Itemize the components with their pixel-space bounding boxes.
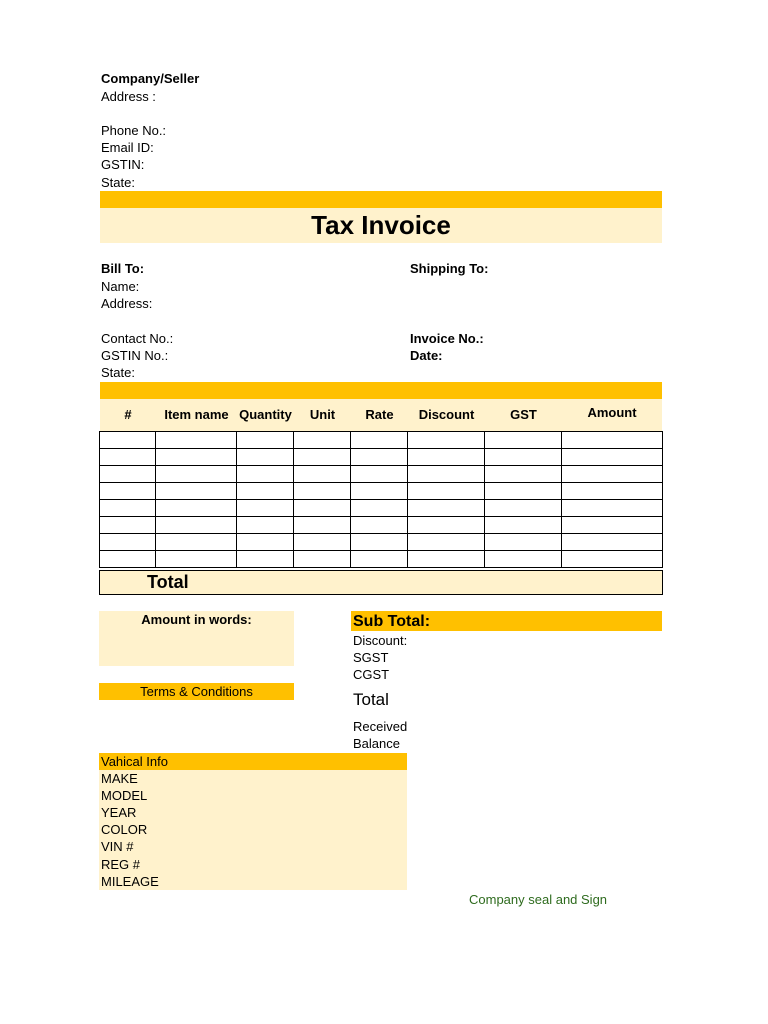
table-row: [100, 449, 663, 466]
table-cell[interactable]: [237, 500, 294, 517]
table-cell[interactable]: [408, 534, 485, 551]
table-cell[interactable]: [237, 483, 294, 500]
table-row: [100, 500, 663, 517]
table-cell[interactable]: [156, 483, 237, 500]
seller-gstin: GSTIN:: [101, 157, 145, 172]
table-cell[interactable]: [294, 466, 351, 483]
table-cell[interactable]: [408, 449, 485, 466]
summary-balance: Balance: [353, 736, 400, 751]
table-cell[interactable]: [408, 517, 485, 534]
company-seal-label: Company seal and Sign: [469, 892, 608, 907]
summary-received: Received: [353, 719, 408, 734]
table-row: [100, 551, 663, 568]
vehicle-field-make: MAKE: [101, 771, 138, 786]
table-cell[interactable]: [408, 483, 485, 500]
table-cell[interactable]: [237, 432, 294, 449]
table-cell[interactable]: [156, 517, 237, 534]
vehicle-field-reg: REG #: [101, 857, 141, 872]
table-cell[interactable]: [156, 500, 237, 517]
table-cell[interactable]: [100, 432, 156, 449]
table-cell[interactable]: [294, 432, 351, 449]
summary-discount: Discount:: [353, 633, 408, 648]
table-cell[interactable]: [294, 517, 351, 534]
table-cell[interactable]: [351, 466, 408, 483]
table-cell[interactable]: [562, 551, 663, 568]
table-cell[interactable]: [562, 534, 663, 551]
summary-cgst: CGST: [353, 667, 390, 682]
table-cell[interactable]: [408, 466, 485, 483]
table-row: [100, 534, 663, 551]
col-header-amount: Amount: [587, 405, 637, 420]
table-cell[interactable]: [100, 483, 156, 500]
subtotal-label: Sub Total:: [353, 613, 431, 630]
table-cell[interactable]: [408, 432, 485, 449]
vehicle-field-model: MODEL: [101, 788, 148, 803]
table-row: [100, 466, 663, 483]
table-cell[interactable]: [485, 432, 562, 449]
table-cell[interactable]: [351, 534, 408, 551]
table-cell[interactable]: [562, 517, 663, 534]
col-header-quantity: Quantity: [239, 407, 292, 422]
bill-to-name: Name:: [101, 279, 140, 294]
bill-to-heading: Bill To:: [101, 261, 145, 276]
seller-email: Email ID:: [101, 140, 154, 155]
bill-to-state: State:: [101, 365, 135, 380]
seller-address: Address :: [101, 89, 156, 104]
items-accent-bar: [100, 382, 662, 399]
col-header-unit: Unit: [309, 407, 336, 422]
table-cell[interactable]: [485, 534, 562, 551]
col-header-rate: Rate: [365, 407, 394, 422]
table-cell[interactable]: [485, 517, 562, 534]
invoice-date: Date:: [410, 348, 443, 363]
bill-to-contact: Contact No.:: [101, 331, 174, 346]
table-cell[interactable]: [351, 517, 408, 534]
table-cell[interactable]: [156, 551, 237, 568]
table-cell[interactable]: [485, 483, 562, 500]
table-cell[interactable]: [562, 466, 663, 483]
table-cell[interactable]: [156, 534, 237, 551]
table-cell[interactable]: [485, 449, 562, 466]
invoice-number: Invoice No.:: [410, 331, 484, 346]
table-cell[interactable]: [351, 500, 408, 517]
vehicle-field-vin: VIN #: [101, 839, 134, 854]
invoice-title: Tax Invoice: [311, 210, 451, 240]
summary-total: Total: [353, 690, 389, 709]
table-cell[interactable]: [351, 483, 408, 500]
table-cell[interactable]: [294, 500, 351, 517]
table-cell[interactable]: [408, 500, 485, 517]
table-cell[interactable]: [562, 483, 663, 500]
items-total-label: Total: [147, 572, 189, 592]
table-cell[interactable]: [100, 466, 156, 483]
table-cell[interactable]: [562, 449, 663, 466]
table-cell[interactable]: [562, 500, 663, 517]
col-header-number: #: [124, 407, 132, 422]
table-cell[interactable]: [156, 466, 237, 483]
table-cell[interactable]: [562, 432, 663, 449]
vehicle-field-color: COLOR: [101, 822, 148, 837]
table-cell[interactable]: [100, 517, 156, 534]
shipping-heading: Shipping To:: [410, 261, 489, 276]
table-cell[interactable]: [156, 449, 237, 466]
table-row: [100, 517, 663, 534]
table-cell[interactable]: [237, 466, 294, 483]
col-header-item-name: Item name: [164, 407, 229, 422]
table-row: [100, 432, 663, 449]
table-cell[interactable]: [408, 551, 485, 568]
vehicle-heading: Vahical Info: [101, 754, 168, 769]
table-cell[interactable]: [294, 449, 351, 466]
table-cell[interactable]: [156, 432, 237, 449]
col-header-discount: Discount: [418, 407, 475, 422]
table-cell[interactable]: [100, 551, 156, 568]
table-cell[interactable]: [100, 534, 156, 551]
table-cell[interactable]: [294, 551, 351, 568]
table-cell[interactable]: [351, 449, 408, 466]
table-cell[interactable]: [100, 500, 156, 517]
table-cell[interactable]: [294, 483, 351, 500]
bill-to-gstin: GSTIN No.:: [101, 348, 169, 363]
table-cell[interactable]: [485, 466, 562, 483]
seller-phone: Phone No.:: [101, 123, 167, 138]
table-cell[interactable]: [294, 534, 351, 551]
vehicle-field-mileage: MILEAGE: [101, 874, 159, 889]
title-accent-bar: [100, 191, 662, 208]
amount-in-words-label: Amount in words:: [141, 612, 252, 627]
table-cell[interactable]: [485, 551, 562, 568]
summary-sgst: SGST: [353, 650, 389, 665]
vehicle-field-year: YEAR: [101, 805, 137, 820]
table-cell[interactable]: [237, 449, 294, 466]
table-cell[interactable]: [485, 500, 562, 517]
items-total-row: [99, 570, 663, 595]
table-cell[interactable]: [351, 551, 408, 568]
table-cell[interactable]: [237, 551, 294, 568]
bill-to-address: Address:: [101, 296, 153, 311]
items-table: [99, 431, 663, 568]
table-cell[interactable]: [237, 534, 294, 551]
seller-company: Company/Seller: [101, 71, 200, 86]
col-header-gst: GST: [510, 407, 537, 422]
table-cell[interactable]: [351, 432, 408, 449]
table-cell[interactable]: [237, 517, 294, 534]
terms-label: Terms & Conditions: [140, 684, 253, 699]
table-row: [100, 483, 663, 500]
seller-state: State:: [101, 175, 135, 190]
table-cell[interactable]: [100, 449, 156, 466]
